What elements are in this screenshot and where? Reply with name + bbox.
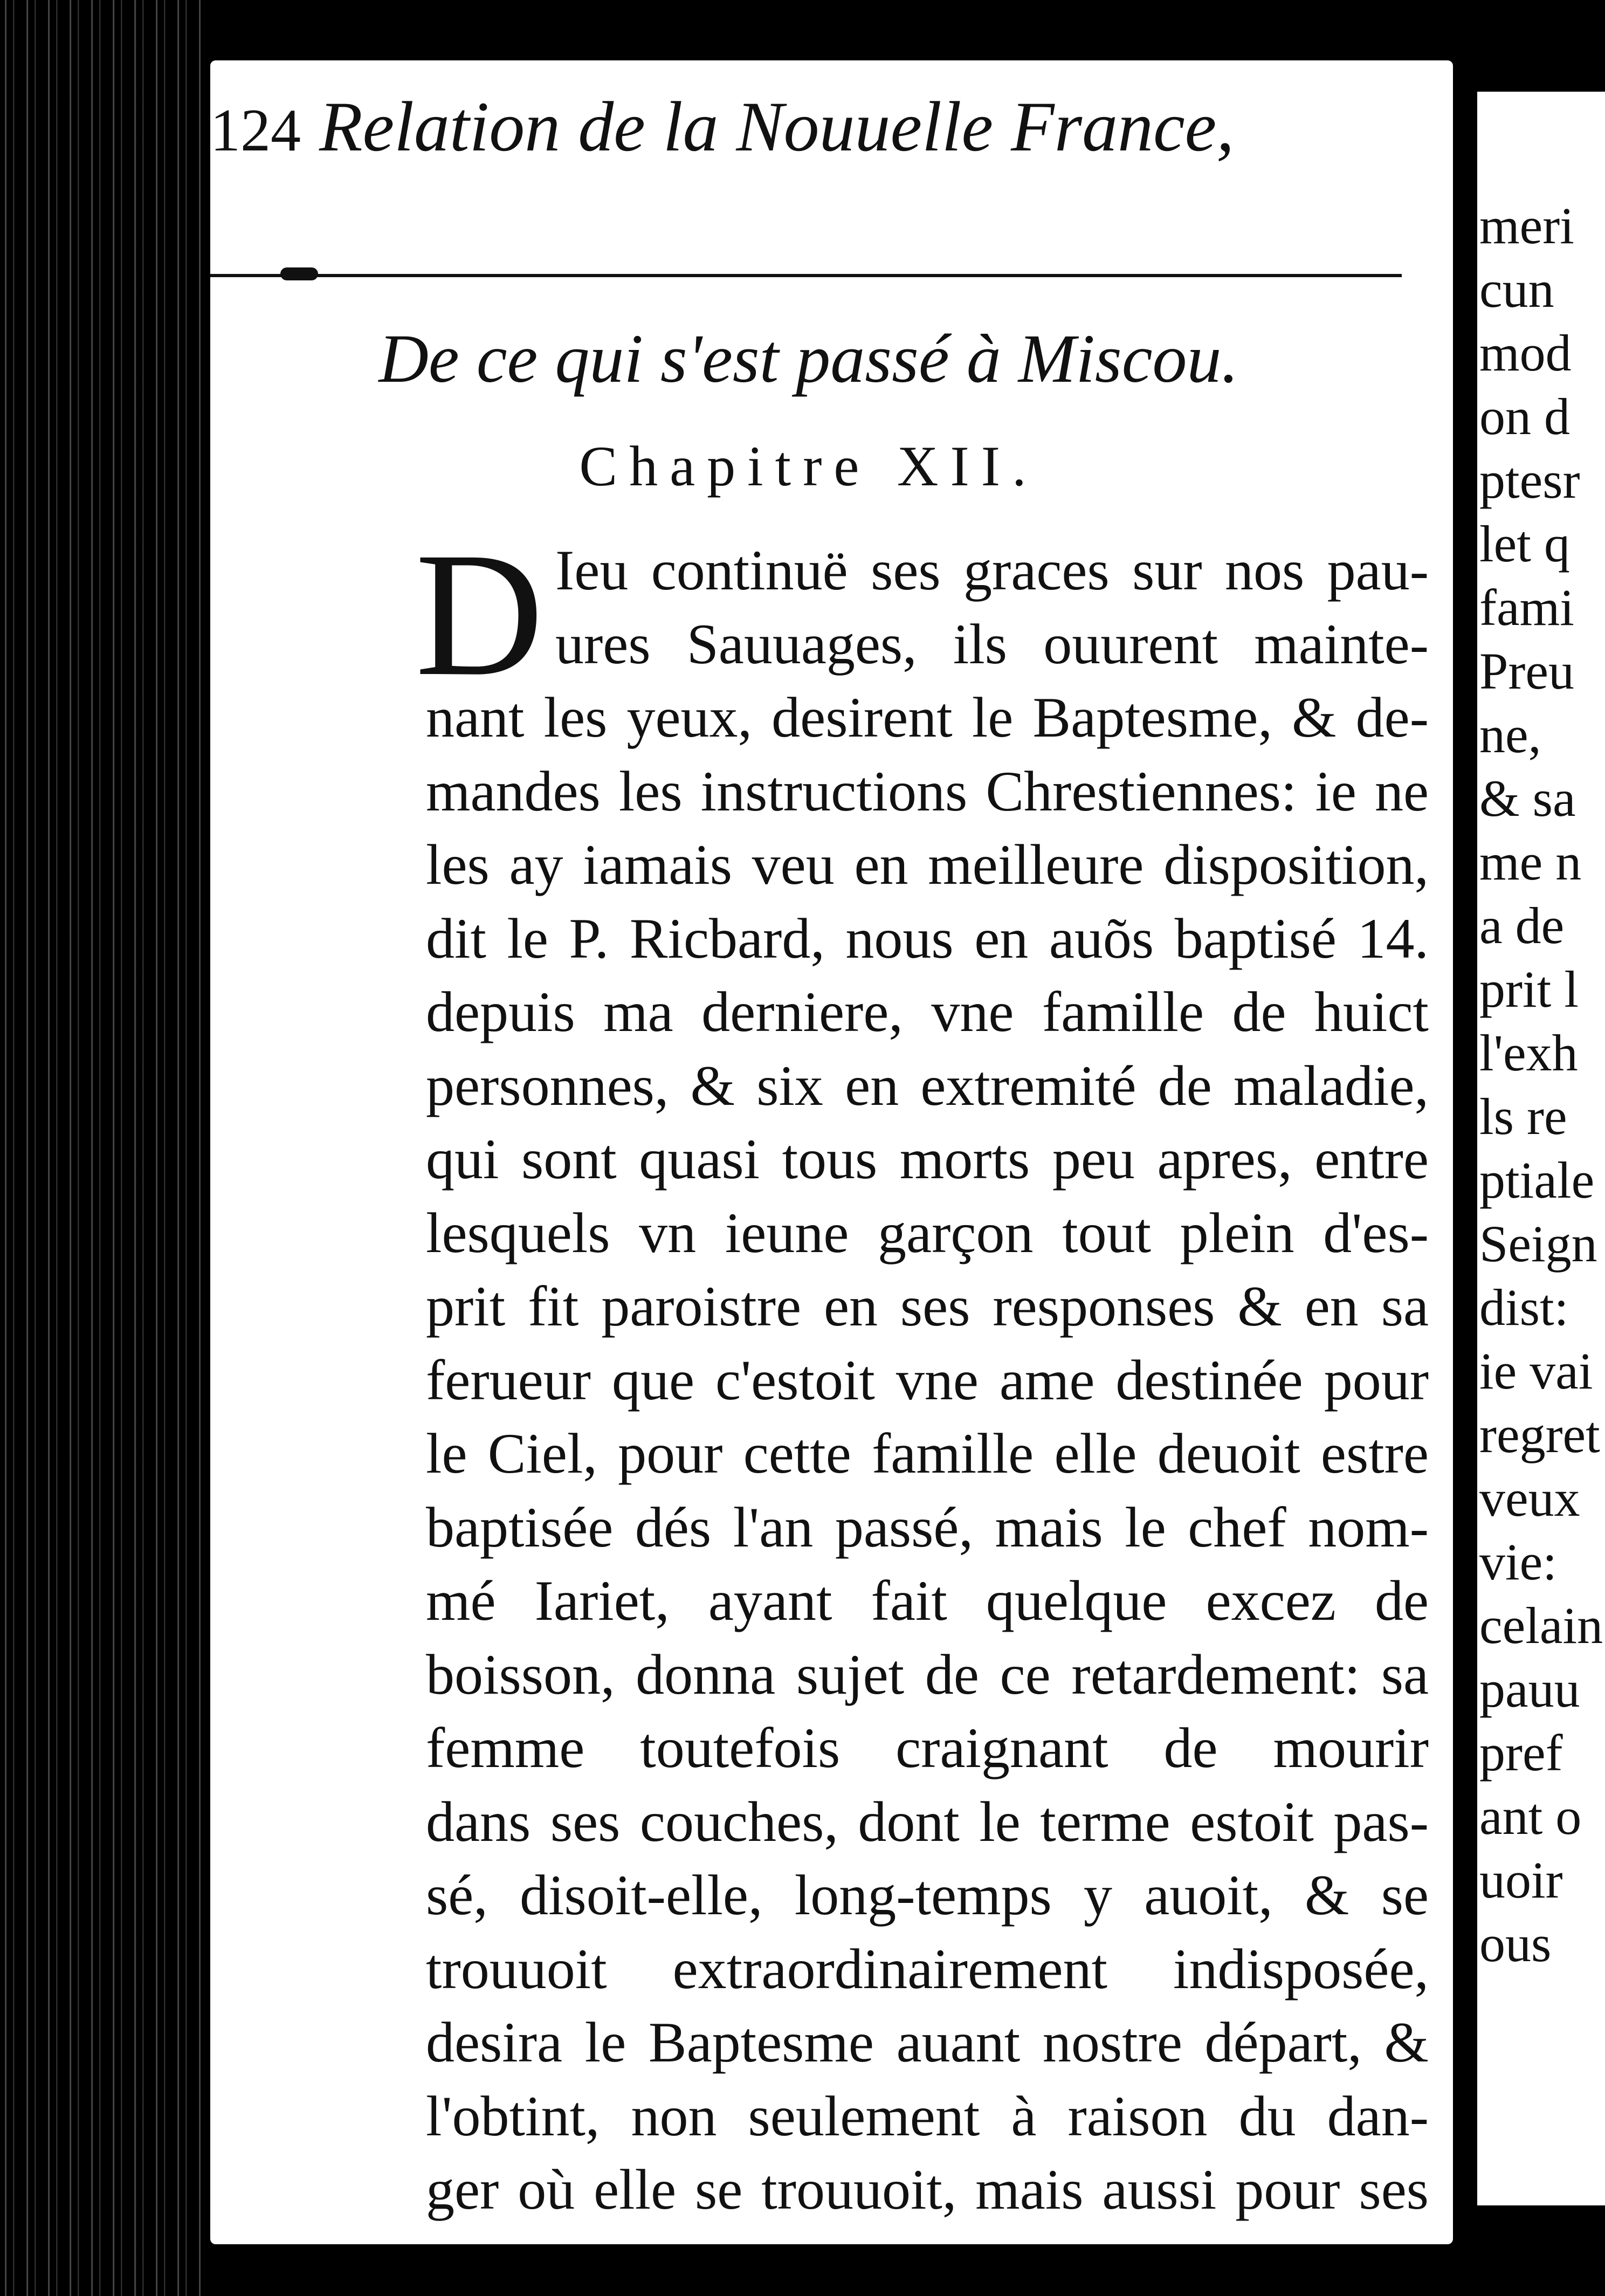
body-text-line: qui sont quasi tous morts peu apres, entre — [426, 1128, 1429, 1191]
body-text-line: boisson, donna sujet de ce retardement: sa — [426, 1642, 1429, 1706]
body-text-line: prit fit paroistre en ses responses & en sa — [426, 1275, 1429, 1338]
facing-page-fragment: me n — [1479, 833, 1582, 891]
chapter-heading: Chapitre XII. — [579, 435, 1038, 498]
page-header — [210, 85, 1235, 193]
running-title: Relation de la Nouuelle France, — [319, 87, 1235, 166]
facing-page-fragment: mod — [1479, 324, 1572, 382]
facing-page-fragment: regret — [1479, 1406, 1600, 1463]
body-text-line: lesquels vn ieune garçon tout plein d'es- — [426, 1201, 1429, 1264]
facing-page-fragment: ptiale — [1479, 1151, 1595, 1209]
body-text — [426, 534, 1429, 2227]
body-text-line: baptisée dés l'an passé, mais le chef nom- — [426, 1495, 1429, 1559]
facing-page-fragment: Preu — [1479, 642, 1574, 700]
body-text-line: mé Iariet, ayant fait quelque excez de — [426, 1569, 1429, 1632]
facing-page-fragment: ant o — [1479, 1788, 1582, 1845]
body-text-line: Ieu continuë ses graces sur nos pau- — [555, 539, 1429, 602]
body-text-line: ferueur que c'estoit vne ame destinée pour — [426, 1348, 1429, 1412]
facing-page-fragment: meri — [1479, 197, 1574, 255]
body-text-line: personnes, & six en extremité de maladie, — [426, 1054, 1429, 1117]
facing-page-fragment: let q — [1479, 515, 1570, 573]
page-number: 124 — [210, 97, 301, 164]
facing-page-fragment: on d — [1479, 388, 1570, 445]
body-text-line: ures Sauuages, ils ouurent mainte- — [555, 612, 1429, 676]
body-text-line: dit le P. Ricbard, nous en auõs baptisé 14. — [426, 906, 1429, 970]
facing-page-fragment: cun — [1479, 260, 1554, 318]
facing-page-fragment: dist: — [1479, 1278, 1569, 1336]
facing-page-fragment: prit l — [1479, 960, 1579, 1018]
book-spine — [0, 0, 205, 2296]
body-text-line: le Ciel, pour cette famille elle deuoit estre — [426, 1422, 1429, 1485]
header-rule-ornament — [280, 267, 318, 280]
facing-page-fragment: pref — [1479, 1724, 1563, 1782]
body-text-line: dans ses couches, dont le terme estoit pas- — [426, 1790, 1429, 1853]
drop-cap: D — [415, 516, 544, 713]
body-text-line: trouuoit extraordinairement indisposée, — [426, 1937, 1429, 2001]
body-text-line: les ay iamais veu en meilleure disposition, — [426, 833, 1429, 896]
body-text-line: mandes les instructions Chrestiennes: ie ne — [426, 759, 1429, 823]
facing-page-fragment: fami — [1479, 579, 1574, 636]
facing-page-fragment: a de — [1479, 897, 1565, 954]
body-text-line: ger où elle se trouuoit, mais aussi pour ses — [426, 2158, 1429, 2221]
facing-page-fragment: ptesr — [1479, 451, 1580, 509]
facing-page-lines — [1479, 194, 1603, 1976]
body-text-line: desira le Baptesme auant nostre départ, & — [426, 2011, 1429, 2074]
facing-page-fragment: ls re — [1479, 1088, 1567, 1145]
facing-page-fragment: Seign — [1479, 1215, 1597, 1273]
body-text-line: nant les yeux, desirent le Baptesme, & de- — [426, 686, 1429, 749]
facing-page-fragment: ie vai — [1479, 1342, 1593, 1400]
facing-page-fragment: veux — [1479, 1469, 1580, 1527]
facing-page-fragment: uoir — [1479, 1851, 1563, 1909]
facing-page-fragment: ous — [1479, 1915, 1552, 1972]
body-text-line: femme toutefois craignant de mourir — [426, 1716, 1429, 1779]
section-title: De ce qui s'est passé à Miscou. — [378, 320, 1239, 397]
facing-page-fragment: pauu — [1479, 1660, 1580, 1718]
facing-page-fragment: l'exh — [1479, 1024, 1578, 1082]
facing-page-fragment: & sa — [1479, 769, 1576, 827]
body-text-line: depuis ma derniere, vne famille de huict — [426, 980, 1429, 1043]
facing-page-fragment: ne, — [1479, 706, 1541, 764]
body-text-line: l'obtint, non seulement à raison du dan- — [426, 2084, 1429, 2148]
facing-page-fragment: vie: — [1479, 1533, 1557, 1591]
body-text-line: sé, disoit-elle, long-temps y auoit, & se — [426, 1864, 1429, 1927]
facing-page-edge — [1477, 92, 1605, 2205]
facing-page-fragment: celain — [1479, 1597, 1603, 1654]
header-rule — [210, 274, 1402, 277]
